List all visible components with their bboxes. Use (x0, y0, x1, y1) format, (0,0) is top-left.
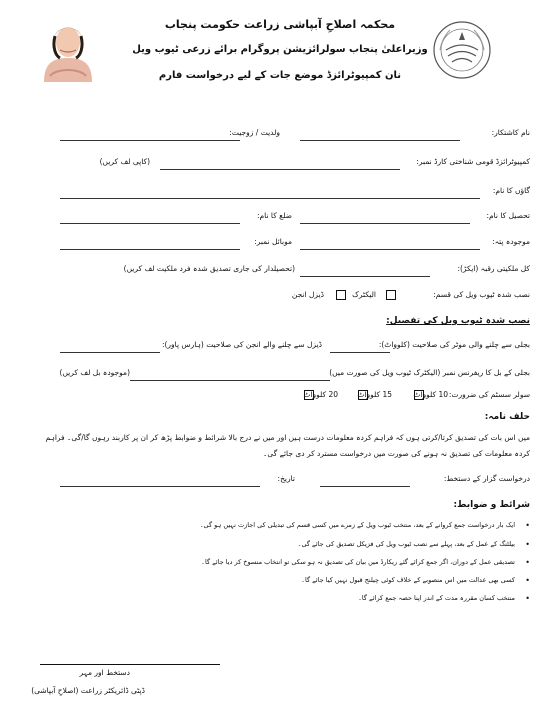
officer-signature-line[interactable] (40, 664, 220, 665)
cnic-field[interactable] (160, 169, 400, 170)
affidavit-text: میں اس بات کی تصدیق کرتا/کرتی ہوں کہ فراہم کردہ معلومات درست ہیں اور میں نے درج بالا شرائط و ضوابط پڑھ کر ان پر کاربند رہوں گا/گی۔ فراہم کردہ معلومات کی تصدیق نہ ہونے کی صورت میں درخواست مسترد کر دی جائے گی۔ (45, 433, 530, 458)
tehsil-field[interactable] (300, 223, 470, 224)
terms-heading: شرائط و ضوابط: (453, 500, 530, 510)
district-field[interactable] (60, 223, 240, 224)
cnic-note: (کاپی لف کریں) (99, 157, 150, 166)
area-note: (تحصیلدار کی جاری تصدیق شدہ فرد ملکیت لف کریں) (123, 264, 295, 273)
name-label: نام کاشتکار: (491, 128, 530, 137)
applicant-signature-label: درخواست گزار کے دستخط: (443, 474, 530, 483)
sign-stamp-label: دستخط اور مہر (79, 668, 130, 677)
bill-reference-label: بجلی کے بل کا ریفرنس نمبر (الیکٹرک ٹیوب ویل کی صورت میں) (329, 368, 530, 377)
date-label: تاریخ: (277, 474, 295, 483)
bullet-5: • (525, 594, 530, 603)
tehsil-label: تحصیل کا نام: (486, 211, 530, 220)
motor-capacity-field[interactable] (330, 352, 390, 353)
bill-note: (موجودہ بل لف کریں) (59, 368, 130, 377)
officer-title: ڈپٹی ڈائریکٹر زراعت (اصلاحِ آبپاشی) (31, 686, 145, 695)
bullet-4: • (525, 576, 530, 585)
address-field[interactable] (300, 249, 480, 250)
bullet-2: • (525, 540, 530, 549)
term-item-2: بیلٹنگ کے عمل کے بعد، پہلے سے نصب ٹیوب ویل کی فزیکل تصدیق کی جائے گی۔ (297, 540, 515, 548)
form-title: نان کمپیوٹرائزڈ موضع جات کے لیے درخواست فارم (158, 70, 402, 81)
bullet-3: • (525, 558, 530, 567)
diesel-option-label: ڈیزل انجن (291, 290, 324, 299)
term-item-1: ایک بار درخواست جمع کروانے کے بعد، منتخب ٹیوب ویل کے زمرے میں کسی قسم کی تبدیلی کی اجازت نہیں ہو گی۔ (199, 521, 515, 529)
electric-option-label: الیکٹرک (352, 290, 376, 299)
engine-capacity-label: ڈیزل سے چلنے والے انجن کی صلاحیت (ہارس پاور): (161, 340, 322, 349)
punjab-government-logo (432, 20, 492, 80)
affidavit-heading: حلف نامہ: (484, 412, 530, 422)
solar-need-label: سولر سسٹم کی ضرورت: (448, 390, 530, 399)
mobile-label: موبائل نمبر: (254, 237, 292, 246)
chief-minister-portrait (38, 14, 98, 82)
area-field[interactable] (300, 276, 430, 277)
village-label: گاؤں کا نام: (492, 186, 530, 195)
term-item-4: کسی بھی عدالت میں اس منصوبے کے خلاف کوئی چیلنج قبول نہیں کیا جائے گا۔ (301, 576, 515, 584)
village-field[interactable] (60, 198, 480, 199)
cnic-label: کمپیوٹرائزڈ قومی شناختی کارڈ نمبر: (416, 157, 530, 166)
term-item-5: منتخب کسان مقررہ مدت کے اندر اپنا حصہ جمع کرائے گا۔ (358, 594, 515, 602)
bullet-1: • (525, 521, 530, 530)
address-label: موجودہ پتہ: (492, 237, 530, 246)
term-item-3: تصدیقی عمل کے دوران، اگر جمع کرائے گئے ریکارڈ میں بیان کی تصدیق نہ ہو سکی تو انتخاب منسوخ کر دیا جائے گا۔ (201, 558, 515, 566)
mobile-field[interactable] (60, 249, 240, 250)
district-label: ضلع کا نام: (256, 211, 292, 220)
father-field[interactable] (60, 140, 240, 141)
program-title: وزیراعلیٰ پنجاب سولرائزیشن پروگرام برائے زرعی ٹیوب ویل (132, 44, 428, 55)
solar-10kw-label: 10 کلوواٹ (413, 390, 448, 399)
solar-15kw-label: 15 کلوواٹ (357, 390, 392, 399)
electric-checkbox[interactable] (386, 290, 396, 300)
solar-20kw-label: 20 کلوواٹ (303, 390, 338, 399)
area-label: کل ملکیتی رقبہ (ایکڑ): (457, 264, 530, 273)
father-label: ولدیت / زوجیت: (229, 128, 280, 137)
applicant-signature-field[interactable] (320, 486, 410, 487)
bill-reference-field[interactable] (130, 380, 330, 381)
tubewell-type-label: نصب شدہ ٹیوب ویل کی قسم: (433, 290, 530, 299)
diesel-checkbox[interactable] (336, 290, 346, 300)
motor-capacity-label: بجلی سے چلنے والی موٹر کی صلاحیت (کلوواٹ): (378, 340, 530, 349)
date-field[interactable] (60, 486, 260, 487)
name-field[interactable] (300, 140, 460, 141)
engine-capacity-field[interactable] (60, 352, 160, 353)
tubewell-details-heading: نصب شدہ ٹیوب ویل کی تفصیل: (386, 316, 530, 326)
department-title: محکمہ اصلاحِ آبپاشی زراعت حکومت پنجاب (164, 18, 396, 31)
